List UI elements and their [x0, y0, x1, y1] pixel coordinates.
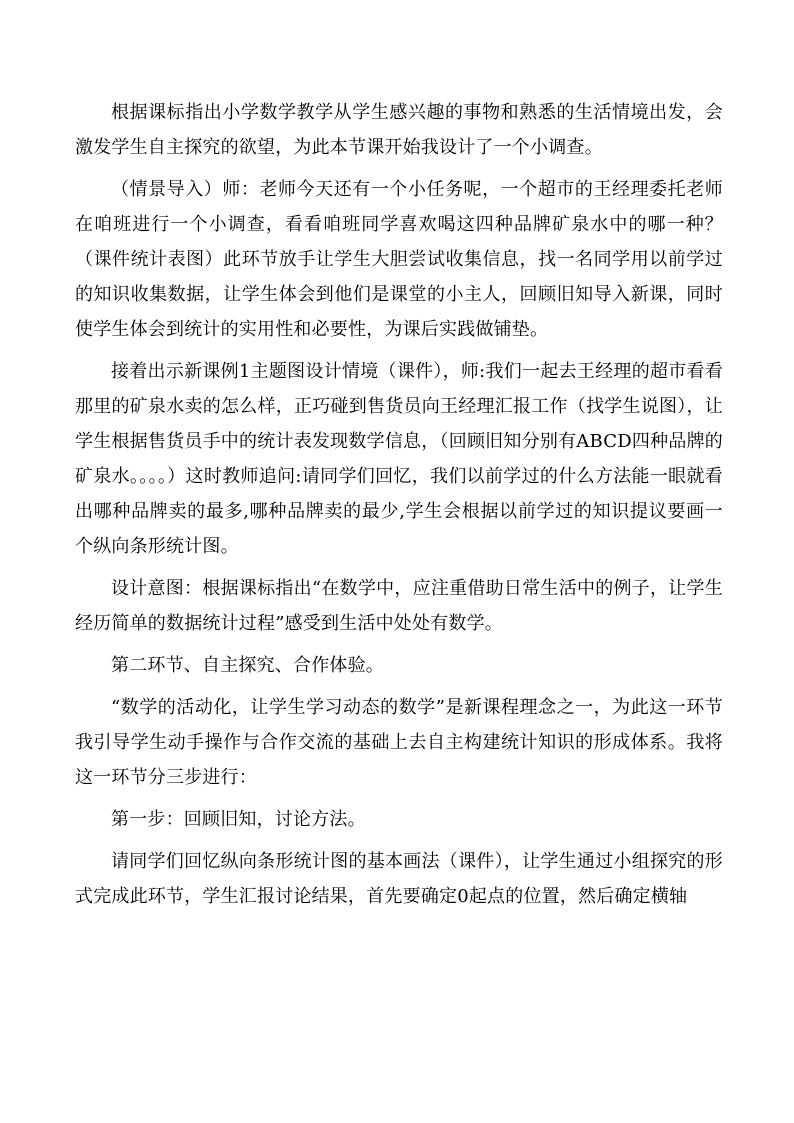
paragraph-intro: 根据课标指出小学数学教学从学生感兴趣的事物和熟悉的生活情境出发，会激发学生自主探究的欲望，为此本节课开始我设计了一个小调查。: [75, 102, 723, 158]
paragraph-design-intent: 设计意图：根据课标指出“在数学中，应注重借助日常生活中的例子，让学生经历简单的数据统计过程”感受到生活中处处有数学。: [75, 578, 723, 634]
paragraph-section-two-heading: 第二环节、自主探究、合作体验。: [111, 655, 384, 676]
paragraph-scenario-intro: （情景导入）师：老师今天还有一个小任务呢，一个超市的王经理委托老师在咱班进行一个小调查，看看咱班同学喜欢喝这四种品牌矿泉水中的哪一种？（课件统计表图）此环节放手让学生大胆尝试收集信息，找一名同学用以前学过的知识收集数据，让学生体会到他们是课堂的小主人，回顾旧知导入新课，同时使学生体会到统计的实用性和必要性，为课后实践做铺垫。: [75, 179, 723, 340]
paragraph-step-one-heading: 第一步：回顾旧知，讨论方法。: [111, 809, 366, 830]
document-body: [75, 95, 723, 921]
paragraph-section-two-body: “数学的活动化，让学生学习动态的数学”是新课程理念之一，为此这一环节我引导学生动手操作与合作交流的基础上去自主构建统计知识的形成体系。我将这一环节分三步进行：: [75, 697, 723, 788]
paragraph-step-one-body: 请同学们回忆纵向条形统计图的基本画法（课件），让学生通过小组探究的形式完成此环节，学生汇报讨论结果，首先要确定0起点的位置，然后确定横轴: [75, 851, 723, 907]
paragraph-new-lesson: 接着出示新课例1主题图设计情境（课件），师:我们一起去王经理的超市看看那里的矿泉水卖的怎么样，正巧碰到售货员向王经理汇报工作（找学生说图），让学生根据售货员手中的统计表发现数学信息，（回顾旧知分别有ABCD四种品牌的矿泉水。。。。）这时教师追问:请同学们回忆，我们以前学过的什么方法能一眼就看出哪种品牌卖的最多,哪种品牌卖的最少,学生会根据以前学过的知识提议要画一个纵向条形统计图。: [75, 361, 723, 557]
